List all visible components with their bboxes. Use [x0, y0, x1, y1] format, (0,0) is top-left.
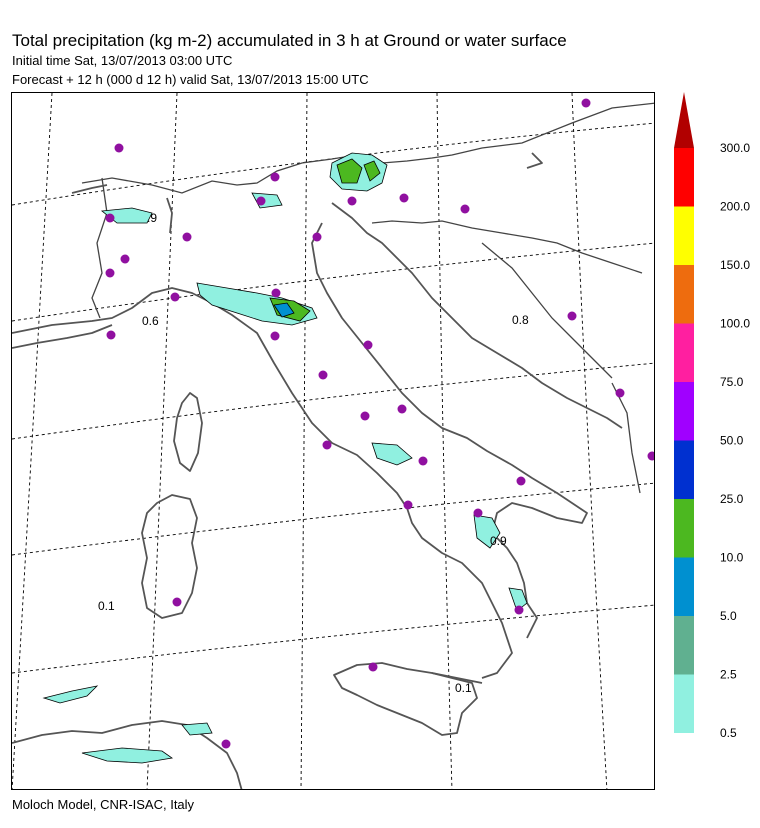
legend-label: 5.0 [720, 609, 737, 623]
legend-label: 100.0 [720, 316, 751, 331]
border-line [482, 243, 612, 378]
city-marker [106, 214, 115, 223]
city-marker [648, 452, 656, 461]
graticule-line [12, 605, 655, 673]
graticule-line [437, 93, 452, 790]
graticule-line [147, 93, 177, 790]
contour-label: .9 [147, 211, 158, 225]
city-marker [400, 194, 409, 203]
precip-area [44, 686, 97, 703]
model-credit: Moloch Model, CNR-ISAC, Italy [12, 797, 195, 812]
city-marker [106, 269, 115, 278]
border-line [92, 178, 107, 318]
legend-swatch [674, 324, 694, 383]
coastline-segment [174, 393, 202, 471]
legend-label: 50.0 [720, 433, 744, 448]
contour-label: 0.1 [455, 681, 472, 695]
legend-swatch-top [674, 92, 694, 148]
precipitation-areas [44, 153, 527, 763]
forecast-label: Forecast + 12 h (000 d 12 h) valid Sat, 13/07/2013 15:00 UTC [12, 72, 369, 87]
graticule [12, 93, 655, 790]
city-marker [313, 233, 322, 242]
coastline-segment [167, 198, 172, 233]
coastline-segment [334, 663, 477, 735]
legend-swatch [674, 675, 694, 734]
coastline-segment [72, 185, 107, 193]
precip-area [252, 193, 282, 208]
border-line [612, 383, 640, 493]
city-marker [173, 598, 182, 607]
initial-time-label: Initial time Sat, 13/07/2013 03:00 UTC [12, 53, 233, 68]
city-marker [361, 412, 370, 421]
map-canvas [12, 93, 655, 790]
city-marker [515, 606, 524, 615]
city-marker [568, 312, 577, 321]
precip-area [372, 443, 412, 465]
city-marker [323, 441, 332, 450]
city-marker [171, 293, 180, 302]
legend-swatches [674, 92, 694, 733]
coastline-segment [12, 325, 112, 348]
legend-label: 25.0 [720, 492, 744, 506]
precip-area [82, 748, 172, 763]
city-marker [474, 509, 483, 518]
city-marker [183, 233, 192, 242]
city-marker [517, 477, 526, 486]
city-marker [115, 144, 124, 153]
city-marker [257, 197, 266, 206]
contour-label: 0.1 [98, 599, 115, 613]
coastline-segment [312, 223, 587, 638]
graticule-line [12, 93, 52, 790]
legend-swatch [674, 148, 694, 207]
city-marker [272, 289, 281, 298]
legend-swatch [674, 265, 694, 324]
city-markers [106, 99, 656, 749]
legend-swatch [674, 616, 694, 675]
legend-label: 300.0 [720, 141, 751, 155]
precip-area [182, 723, 212, 735]
contour-label: 0.6 [142, 314, 159, 328]
contour-label: 0.9 [490, 534, 507, 548]
city-marker [404, 501, 413, 510]
legend-label: 0.5 [720, 726, 737, 740]
city-marker [582, 99, 591, 108]
legend-label: 150.0 [720, 258, 751, 272]
legend-swatch [674, 441, 694, 500]
city-marker [222, 740, 231, 749]
coastline-segment [12, 288, 512, 678]
city-marker [121, 255, 130, 264]
city-marker [419, 457, 428, 466]
graticule-line [12, 243, 655, 321]
legend-swatch [674, 382, 694, 441]
graticule-line [572, 93, 607, 790]
coastline-segment [142, 495, 197, 618]
city-marker [398, 405, 407, 414]
legend-swatch [674, 499, 694, 558]
legend-labels [720, 141, 750, 740]
graticule-line [12, 363, 655, 439]
city-marker [271, 173, 280, 182]
legend-label: 200.0 [720, 199, 751, 214]
city-marker [107, 331, 116, 340]
city-marker [271, 332, 280, 341]
city-marker [348, 197, 357, 206]
city-marker [364, 341, 373, 350]
city-marker [616, 389, 625, 398]
city-marker [461, 205, 470, 214]
legend-label: 75.0 [720, 375, 744, 389]
legend-label: 10.0 [720, 550, 744, 565]
legend-swatch [674, 558, 694, 617]
map-panel [11, 92, 655, 790]
coastline-segment [527, 153, 542, 168]
city-marker [369, 663, 378, 672]
border-line [372, 221, 642, 273]
city-marker [319, 371, 328, 380]
contour-label: 0.8 [512, 313, 529, 327]
legend-swatch [674, 207, 694, 266]
graticule-line [301, 93, 307, 790]
legend-label: 2.5 [720, 667, 737, 682]
coastline [12, 153, 622, 790]
coastline-segment [332, 203, 622, 428]
chart-title: Total precipitation (kg m-2) accumulated in 3 h at Ground or water surface [12, 31, 567, 50]
contour-labels [98, 211, 529, 695]
